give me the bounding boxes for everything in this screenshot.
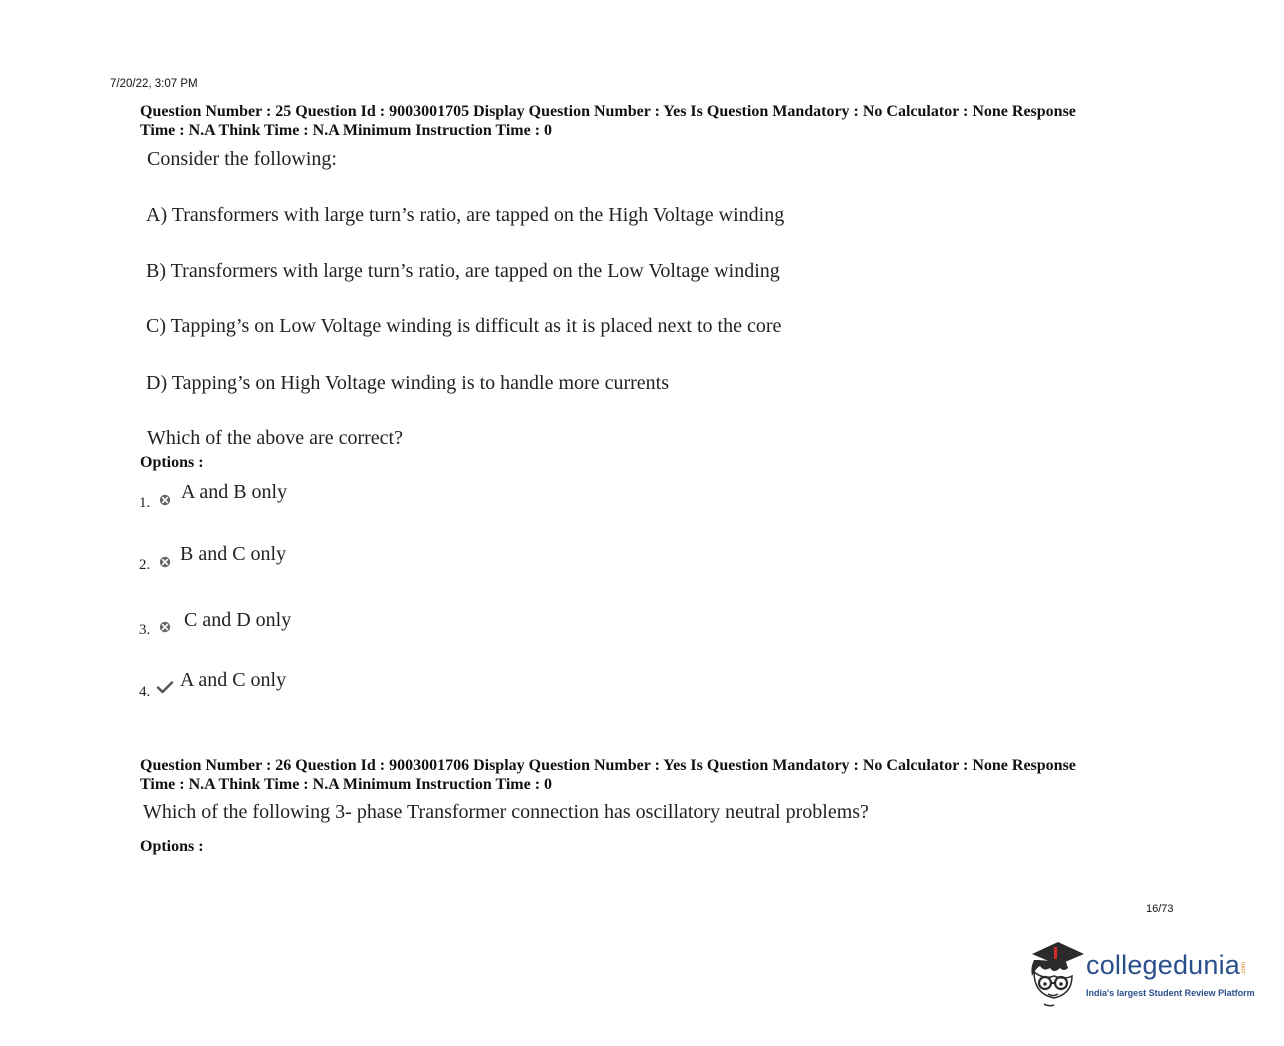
statement-c: C) Tapping’s on Low Voltage winding is difficult as it is placed next to the core: [146, 315, 782, 337]
question-26-meta-line2: Time : N.A Think Time : N.A Minimum Instruction Time : 0: [140, 776, 553, 793]
print-timestamp: 7/20/22, 3:07 PM: [110, 78, 198, 90]
statement-b: B) Transformers with large turn’s ratio, are tapped on the Low Voltage winding: [146, 260, 780, 282]
option-4-number: 4.: [139, 684, 151, 700]
question-25-meta: [140, 102, 1170, 140]
question-26-meta: [140, 756, 1170, 794]
check-icon: [156, 680, 174, 694]
statement-d: D) Tapping’s on High Voltage winding is to handle more currents: [146, 372, 669, 394]
question-25-options-label: Options :: [140, 454, 204, 471]
option-1-number: 1.: [139, 495, 151, 511]
question-26-options-label: Options :: [140, 838, 204, 855]
collegedunia-logo-com: .com: [1241, 962, 1247, 976]
question-25-meta-line2: Time : N.A Think Time : N.A Minimum Instruction Time : 0: [140, 122, 553, 139]
collegedunia-logo-text: collegedunia: [1086, 950, 1241, 980]
question-26-meta-line1: Question Number : 26 Question Id : 9003001706 Display Question Number : Yes Is Question Mandatory : No Calculator : None Response: [140, 757, 1076, 774]
option-2-text: B and C only: [180, 543, 287, 565]
question-26-text: Which of the following 3- phase Transformer connection has oscillatory neutral problems?: [143, 801, 869, 823]
option-4-text: A and C only: [180, 669, 287, 691]
option-1-text: A and B only: [181, 481, 288, 503]
page-number: 16/73: [1146, 903, 1174, 915]
collegedunia-mascot-icon: [1024, 938, 1086, 1008]
cross-icon: [158, 555, 172, 569]
cross-icon: [158, 493, 172, 507]
option-2-number: 2.: [139, 557, 151, 573]
question-25-intro: Consider the following:: [147, 148, 337, 170]
collegedunia-tagline: India's largest Student Review Platform: [1086, 988, 1255, 998]
statement-a: A) Transformers with large turn’s ratio, are tapped on the High Voltage winding: [146, 204, 785, 226]
question-25-prompt: Which of the above are correct?: [147, 427, 403, 449]
question-25-meta-line1: Question Number : 25 Question Id : 9003001705 Display Question Number : Yes Is Question Mandatory : No Calculator : None Response: [140, 103, 1076, 120]
option-3-number: 3.: [139, 622, 151, 638]
option-3-text: C and D only: [184, 609, 292, 631]
cross-icon: [158, 620, 172, 634]
